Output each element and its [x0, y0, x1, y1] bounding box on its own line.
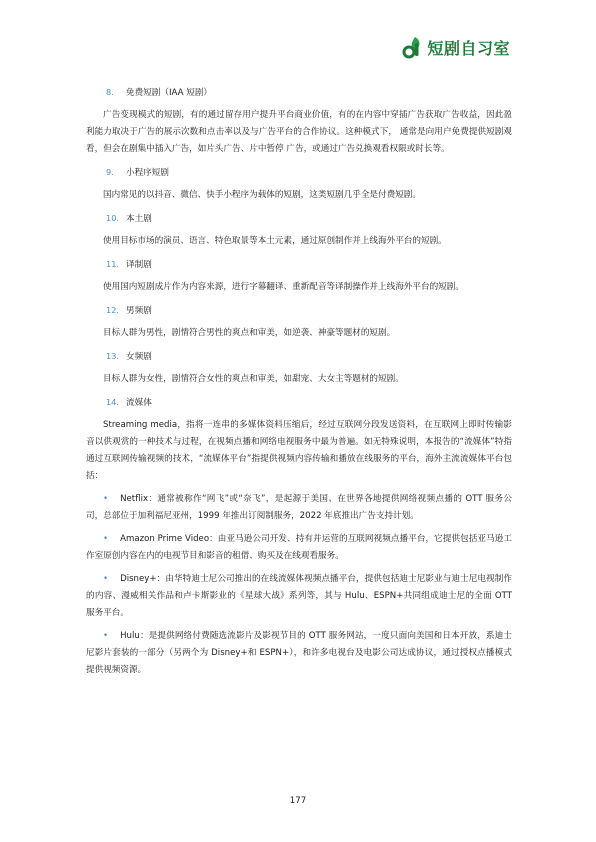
section-number: 13.: [106, 351, 120, 361]
section-number: 14.: [106, 397, 120, 407]
section-title: 本土剧: [126, 214, 152, 224]
bullet-text: Hulu：是提供网络付费随选流影片及影视节目的 OTT 服务网站，一度只面向美国和日本开放，系迪士尼影片套装的一部分（另两个为 Disney+和 ESPN+），和许多电视台及电影公司达成协议，通过授权点播模式提供视频资源。: [86, 631, 512, 675]
section-title: 男频剧: [126, 306, 152, 316]
section-heading: [86, 348, 512, 365]
paragraph: 目标人群为男性，剧情符合男性的爽点和审美，如逆袭、神豪等题材的短剧。: [103, 328, 396, 338]
brand-logo: [401, 34, 510, 60]
paragraph: 广告变现模式的短剧，有的通过留存用户提升平台商业价值，有的在内容中穿插广告获取广告收益，因此盈利能力取决于广告的展示次数和点击率以及与广告平台的合作协议。这种模式下， 通常是向用户免费提供短剧观看，但会在剧集中插入广告，如片头广告、片中暂停 广告，或通过广告兑换观看权限或时长等。: [86, 110, 512, 154]
section-title: 流媒体: [126, 398, 152, 408]
section-heading: [86, 256, 512, 273]
bullet-item: [86, 491, 512, 525]
paragraph: 使用目标市场的演员、语言、特色取景等本土元素，通过原创制作并上线海外平台的短剧。: [103, 236, 447, 246]
section-heading: [86, 84, 512, 101]
section-title: 女频剧: [126, 352, 152, 362]
bullet-text: Disney+：由华特迪士尼公司推出的在线流媒体视频点播平台，提供包括迪士尼影业与迪士尼电视制作的内容、漫威相关作品和卢卡斯影业的《星球大战》系列等，其与 Hulu、ESPN+共同组成迪士尼的全面 OTT 服务平台。: [86, 574, 512, 618]
section-heading: [86, 164, 512, 181]
section-title: 小程序短剧: [126, 168, 169, 178]
leaf-drop-icon: [401, 34, 423, 60]
section-number: 11.: [106, 259, 120, 269]
bullet-icon: •: [103, 494, 109, 504]
section-number: 8.: [106, 87, 114, 97]
section-heading: [86, 394, 512, 411]
bullet-item: [86, 628, 512, 679]
section-title: 免费短剧（IAA 短剧）: [126, 88, 213, 98]
logo-text: 短剧自习室: [427, 38, 510, 58]
bullet-text: Amazon Prime Video：由亚马逊公司开发、持有并运营的互联网视频点播平台，它提供包括亚马逊工作室原创内容在内的电视节目和影音的租借、购买及在线观看服务。: [86, 534, 512, 561]
paragraph: 国内常见的以抖音、微信、快手小程序为载体的短剧，这类短剧几乎全是付费短剧。: [103, 190, 421, 200]
section-heading: [86, 210, 512, 227]
bullet-icon: •: [103, 631, 109, 641]
section-number: 9.: [106, 167, 114, 177]
paragraph: 目标人群为女性，剧情符合女性的爽点和审美，如甜宠、大女主等题材的短剧。: [103, 374, 404, 384]
bullet-item: [86, 571, 512, 622]
page-number: 177: [289, 796, 307, 806]
section-heading: [86, 302, 512, 319]
paragraph: 使用国内短剧成片作为内容来源，进行字幕翻译、重新配音等译制操作并上线海外平台的短剧。: [103, 282, 464, 292]
section-number: 12.: [106, 305, 120, 315]
bullet-text: Netflix：通常被称作“网飞”或“奈飞”，是起源于美国、在世界各地提供网络视频点播的 OTT 服务公司，总部位于加利福尼亚州，1999 年推出订阅制服务，2022 年底推出广告支持计划。: [86, 494, 512, 521]
document-body: [86, 84, 512, 685]
bullet-icon: •: [103, 534, 109, 544]
section-title: 译制剧: [126, 260, 152, 270]
paragraph: Streaming media，指将一连串的多媒体资料压缩后，经过互联网分段发送资料，在互联网上即时传输影音以供观赏的一种技术与过程，在视频点播和网络电视服务中最为普遍。如无特殊说明，本报告的“流媒体”特指通过互联网传输视频的技术，“流媒体平台”指提供视频内容传输和播放在线服务的平台，海外主流流媒体平台包括：: [86, 420, 512, 481]
bullet-item: [86, 531, 512, 565]
section-number: 10.: [106, 213, 120, 223]
bullet-icon: •: [103, 574, 109, 584]
